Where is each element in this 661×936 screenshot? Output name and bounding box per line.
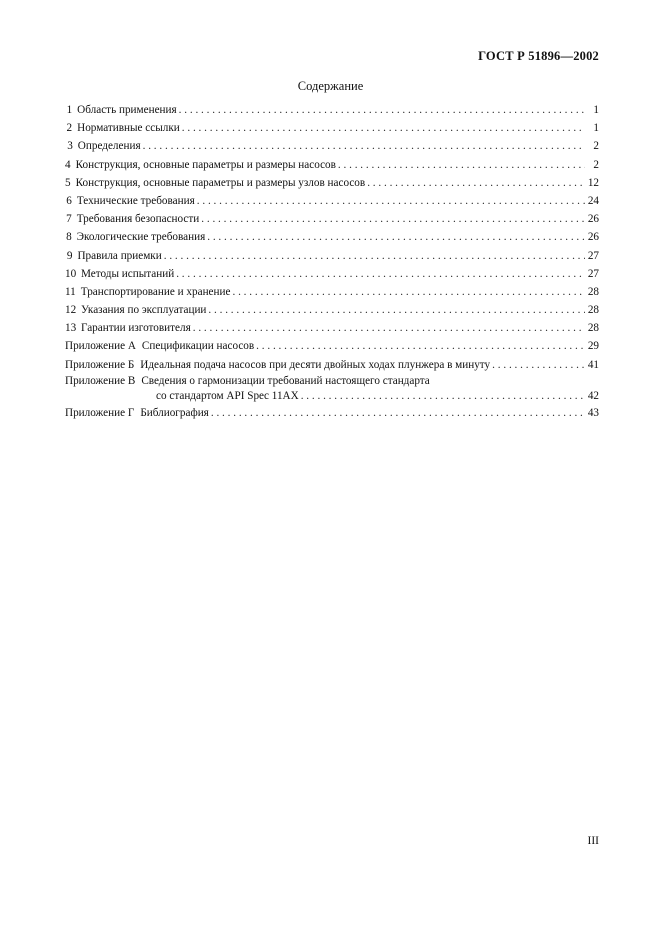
toc-entry[interactable] bbox=[65, 101, 599, 119]
appendix-page: 42 bbox=[587, 389, 599, 402]
toc-entry-number: 1 bbox=[66, 104, 73, 116]
toc-entry-title: Конструкция, основные параметры и размеры узлов насосов bbox=[75, 176, 366, 189]
toc-entry-page: 28 bbox=[587, 285, 599, 298]
toc-entry-page: 27 bbox=[587, 267, 599, 280]
toc-entry[interactable] bbox=[65, 174, 599, 192]
toc-entry-number: 7 bbox=[66, 213, 72, 226]
appendix-entry[interactable] bbox=[65, 356, 599, 374]
toc-entry-title: Нормативные ссылки bbox=[77, 122, 180, 135]
leader-dots bbox=[232, 283, 585, 301]
toc-entry[interactable] bbox=[65, 119, 599, 137]
toc-entry[interactable] bbox=[65, 319, 599, 337]
leader-dots bbox=[197, 192, 585, 210]
toc-entry-page: 26 bbox=[587, 231, 599, 244]
toc-entry-title: Конструкция, основные параметры и размеры насосов bbox=[75, 158, 336, 171]
toc-entry[interactable] bbox=[65, 265, 599, 283]
toc-entry-title: Определения bbox=[77, 140, 141, 153]
toc-entry-number: 8 bbox=[66, 231, 72, 244]
toc-entry-number: 13 bbox=[65, 322, 77, 335]
leader-dots bbox=[182, 119, 585, 137]
appendix-title: Идеальная подача насосов при десяти двойных ходах плунжера в минуту bbox=[140, 358, 491, 371]
toc-entry-page: 2 bbox=[593, 140, 599, 153]
toc-entry-number: 10 bbox=[65, 267, 77, 280]
toc-entry[interactable] bbox=[65, 301, 599, 319]
toc-entry-page: 12 bbox=[587, 176, 599, 189]
leader-dots bbox=[143, 137, 585, 155]
toc-entry-page: 1 bbox=[593, 122, 599, 135]
appendix-entry[interactable] bbox=[65, 337, 599, 355]
toc-entry-title: Транспортирование и хранение bbox=[80, 285, 231, 298]
toc-entry-page: 1 bbox=[593, 104, 599, 116]
toc-entry-number: 12 bbox=[65, 304, 77, 317]
toc-entry-number: 5 bbox=[65, 176, 71, 189]
toc-entry-title: Экологические требования bbox=[76, 231, 206, 244]
appendix-entry[interactable] bbox=[65, 404, 599, 422]
appendix-label: Приложение А bbox=[65, 340, 136, 353]
toc-entry-number: 9 bbox=[66, 249, 73, 262]
toc-entry-title: Правила приемки bbox=[77, 249, 162, 262]
leader-dots bbox=[179, 101, 585, 119]
toc-entry-page: 27 bbox=[587, 249, 599, 262]
leader-dots bbox=[207, 228, 585, 246]
leader-dots bbox=[211, 404, 585, 422]
appendix-title-continued: со стандартом API Spec 11AX bbox=[156, 389, 299, 402]
toc-entry[interactable] bbox=[65, 156, 599, 174]
leader-dots bbox=[193, 319, 585, 337]
leader-dots bbox=[208, 301, 585, 319]
leader-dots bbox=[367, 174, 585, 192]
leader-dots bbox=[176, 265, 585, 283]
toc-entry-number: 3 bbox=[67, 140, 73, 153]
leader-dots bbox=[164, 247, 585, 265]
appendix-title: Сведения о гармонизации требований настоящего стандарта bbox=[141, 374, 430, 387]
toc-entry-title: Область применения bbox=[77, 104, 177, 116]
toc-entry-number: 2 bbox=[66, 122, 73, 135]
appendix-title: Спецификации насосов bbox=[141, 340, 255, 353]
appendix-entry[interactable] bbox=[65, 374, 599, 404]
toc-entry-title: Гарантии изготовителя bbox=[81, 322, 191, 335]
toc-entry-title: Технические требования bbox=[76, 194, 195, 207]
leader-dots bbox=[256, 337, 585, 355]
appendix-label: Приложение Б bbox=[65, 358, 135, 371]
toc-entry[interactable] bbox=[65, 192, 599, 210]
toc-entry-title: Требования безопасности bbox=[76, 213, 200, 226]
toc-entry-page: 26 bbox=[587, 213, 599, 226]
leader-dots bbox=[492, 356, 585, 374]
leader-dots bbox=[201, 210, 585, 228]
toc-entry-page: 28 bbox=[587, 322, 599, 335]
page-number: III bbox=[587, 835, 599, 847]
toc-entry-number: 11 bbox=[65, 285, 76, 298]
toc-entry-page: 2 bbox=[593, 158, 599, 171]
appendix-title: Библиография bbox=[140, 406, 209, 419]
toc-entry-title: Методы испытаний bbox=[81, 267, 175, 280]
appendix-page: 29 bbox=[587, 340, 599, 353]
toc-entry[interactable] bbox=[65, 247, 599, 265]
appendix-page: 43 bbox=[587, 406, 599, 419]
toc-entry-number: 4 bbox=[65, 158, 71, 171]
toc-entry[interactable] bbox=[65, 228, 599, 246]
toc-entry-page: 28 bbox=[587, 304, 599, 317]
toc-entry[interactable] bbox=[65, 137, 599, 155]
toc-entry-number: 6 bbox=[66, 194, 72, 207]
appendix-page: 41 bbox=[587, 358, 599, 371]
leader-dots bbox=[338, 156, 585, 174]
appendix-label: Приложение В bbox=[65, 374, 136, 387]
toc-entry-page: 24 bbox=[587, 194, 599, 207]
document-code: ГОСТ Р 51896—2002 bbox=[478, 49, 599, 63]
appendix-label: Приложение Г bbox=[65, 406, 135, 419]
leader-dots bbox=[301, 389, 585, 404]
table-of-contents bbox=[65, 101, 599, 422]
toc-entry[interactable] bbox=[65, 283, 599, 301]
contents-title: Содержание bbox=[297, 79, 364, 93]
toc-entry-title: Указания по эксплуатации bbox=[81, 304, 207, 317]
toc-entry[interactable] bbox=[65, 210, 599, 228]
